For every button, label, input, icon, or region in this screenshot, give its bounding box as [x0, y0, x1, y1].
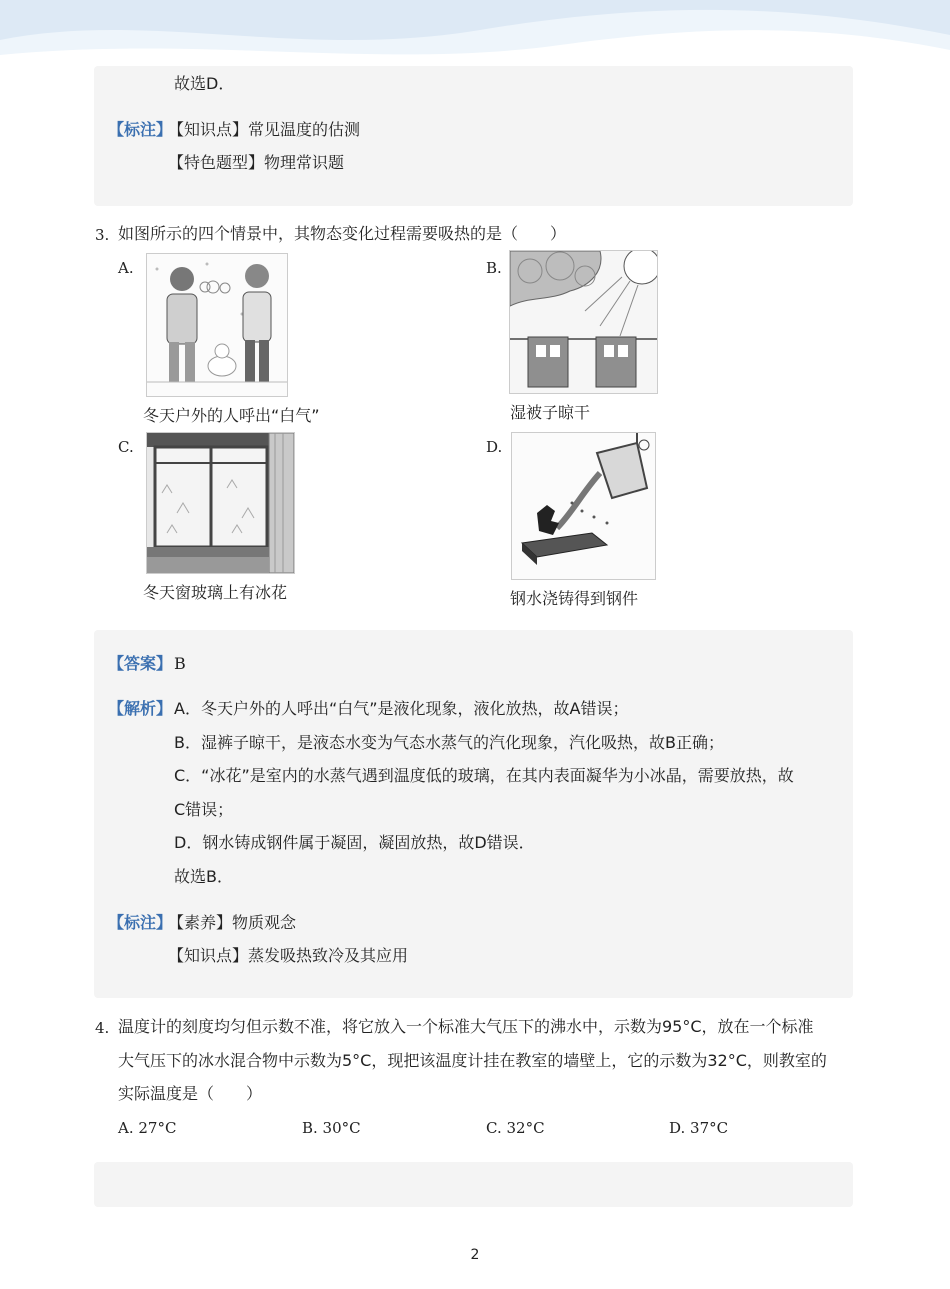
analysis-line: C．“冰花”是室内的水蒸气遇到温度低的玻璃，在其内表面凝华为小冰晶，需要放热，故 [174, 766, 794, 785]
answer-value: B [174, 654, 186, 673]
analysis-line: C错误； [174, 800, 234, 819]
q4-answer-panel [94, 1162, 853, 1207]
prev-conclusion: 故选D． [174, 74, 235, 93]
analysis-line: B．湿裤子晾干，是液态水变为气态水蒸气的汽化现象，汽化吸热，故B正确； [174, 733, 724, 752]
question-4-number: 4. [95, 1019, 110, 1037]
option-b-letter: B. [486, 259, 502, 277]
option-c-letter: C. [118, 438, 134, 456]
analysis-tag: 【解析】 [108, 699, 173, 718]
option-a-caption: 冬天户外的人呼出“白气” [143, 406, 320, 425]
q3-note-line: 【知识点】蒸发吸热致冷及其应用 [168, 946, 409, 965]
analysis-line: 故选B． [174, 867, 233, 886]
analysis-line: D．钢水铸成钢件属于凝固，凝固放热，故D错误． [174, 833, 535, 852]
q3-note-line: 【素养】物质观念 [168, 913, 297, 932]
q3-note-tag: 【标注】 [108, 913, 173, 932]
prev-note-line: 【特色题型】物理常识题 [168, 153, 345, 172]
q4-choice-c: C. 32°C [486, 1119, 545, 1137]
option-c-caption: 冬天窗玻璃上有冰花 [143, 583, 288, 602]
question-4-stem-line: 大气压下的冰水混合物中示数为5°C，现把该温度计挂在教室的墙壁上，它的示数为32°C，则教室的 [118, 1051, 827, 1070]
prev-note-tag: 【标注】 [108, 120, 173, 139]
drying-quilt-icon [509, 250, 658, 394]
question-3-number: 3. [95, 226, 110, 244]
q4-choice-b: B. 30°C [302, 1119, 361, 1137]
header-wave-decoration [0, 0, 950, 70]
analysis-line: A．冬天户外的人呼出“白气”是液化现象，液化放热，故A错误； [174, 699, 629, 718]
frosted-window-icon [146, 432, 295, 574]
question-4-stem-line: 温度计的刻度均匀但示数不准，将它放入一个标准大气压下的沸水中，示数为95°C，放在一个标准 [118, 1017, 814, 1036]
answer-tag: 【答案】 [108, 654, 173, 673]
page-number: 2 [470, 1247, 480, 1263]
option-a-letter: A. [118, 259, 134, 277]
molten-steel-icon [511, 432, 656, 580]
prev-note-line: 【知识点】常见温度的估测 [168, 120, 361, 139]
option-d-caption: 钢水浇铸得到钢件 [510, 589, 639, 608]
people-breath-icon [146, 253, 288, 397]
q4-choice-a: A. 27°C [118, 1119, 177, 1137]
question-4-stem-line: 实际温度是（ ） [118, 1084, 263, 1103]
q4-choice-d: D. 37°C [669, 1119, 729, 1137]
option-b-caption: 湿被子晾干 [510, 403, 591, 422]
question-3-stem: 如图所示的四个情景中，其物态变化过程需要吸热的是（ ） [118, 224, 567, 243]
option-d-letter: D. [486, 438, 503, 456]
